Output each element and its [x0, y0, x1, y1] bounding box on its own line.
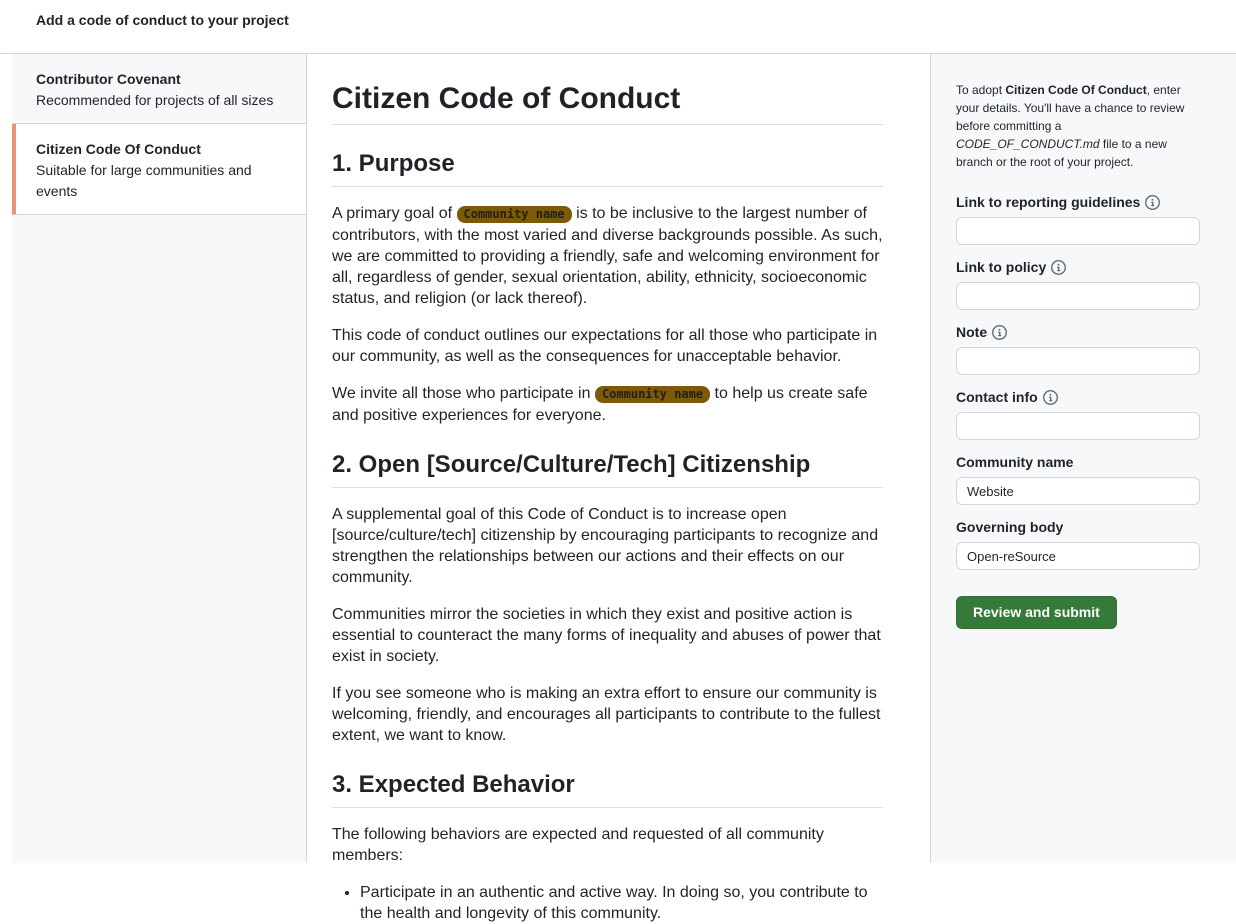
section-paragraph: We invite all those who participate in Community name to help us create safe and positive experiences for everyone.	[332, 385, 868, 424]
info-icon[interactable]	[1051, 260, 1066, 275]
governing-body-input[interactable]	[956, 542, 1200, 570]
field-label	[956, 193, 1212, 211]
field-label-text: Community name	[956, 454, 1074, 470]
section-paragraph: This code of conduct outlines our expectations for all those who participate in our community, as well as the consequences for unacceptable behavior.	[332, 327, 878, 365]
form-field-community-name	[956, 453, 1212, 505]
field-label-text: Link to reporting guidelines	[956, 194, 1141, 210]
section-paragraph: Communities mirror the societies in which they exist and positive action is essential to counteract the many forms of inequality and abuses of power that exist in society.	[332, 606, 881, 665]
form-field-contact-info	[956, 388, 1212, 440]
community-name-badge: Community name	[457, 206, 572, 223]
preview-title: Citizen Code of Conduct	[332, 82, 883, 125]
coc-template-list	[12, 54, 307, 863]
info-icon[interactable]	[992, 325, 1007, 340]
coc-preview-document	[332, 82, 883, 924]
contact-info-input[interactable]	[956, 412, 1200, 440]
info-icon[interactable]	[1145, 195, 1160, 210]
field-label	[956, 453, 1212, 471]
field-label	[956, 518, 1212, 536]
form-field-note	[956, 323, 1212, 375]
template-name-bold: Citizen Code Of Conduct	[1005, 83, 1147, 97]
behavior-list	[332, 882, 883, 924]
form-field-link-to-reporting-guidelines	[956, 193, 1212, 245]
sidebar-item-contributor-covenant[interactable]	[12, 54, 306, 124]
form-intro-text: To adopt Citizen Code Of Conduct, enter your details. You'll have a chance to review before committing a CODE_OF_CONDUCT.md file to a new branch or the root of your project.	[956, 83, 1185, 169]
info-icon[interactable]	[1043, 390, 1058, 405]
community-name-badge: Community name	[595, 386, 710, 403]
section-heading: 3. Expected Behavior	[332, 770, 883, 808]
coc-preview-pane	[307, 54, 930, 922]
note-input[interactable]	[956, 347, 1200, 375]
field-label-text: Note	[956, 324, 988, 340]
section-paragraph: If you see someone who is making an extra effort to ensure our community is welcoming, friendly, and encourages all participants to contribute to the fullest extent, we want to know.	[332, 685, 881, 744]
template-title: Contributor Covenant	[36, 71, 181, 87]
form-field-link-to-policy	[956, 258, 1212, 310]
sidebar-item-citizen-code-of-conduct[interactable]	[12, 124, 306, 215]
section-heading: 2. Open [Source/Culture/Tech] Citizenship	[332, 450, 883, 488]
review-and-submit-button[interactable]: Review and submit	[956, 596, 1117, 629]
form-field-governing-body	[956, 518, 1212, 570]
link-to-reporting-guidelines-input[interactable]	[956, 217, 1200, 245]
template-title: Citizen Code Of Conduct	[36, 141, 201, 157]
behavior-list-item: • Participate in an authentic and active way. In doing so, you contribute to the health and longevity of this community.	[360, 882, 883, 924]
main-layout	[0, 54, 1236, 922]
community-name-input[interactable]	[956, 477, 1200, 505]
filename-italic: CODE_OF_CONDUCT.md	[956, 137, 1100, 151]
field-label-text: Governing body	[956, 519, 1064, 535]
page-header	[0, 0, 1236, 54]
section-paragraph: A supplemental goal of this Code of Conduct is to increase open [source/culture/tech] citizenship by encouraging participants to recognize and strengthen the relationships between our actions and their effects on our community.	[332, 506, 879, 586]
section-heading: 1. Purpose	[332, 149, 883, 187]
field-label	[956, 388, 1212, 406]
field-label-text: Link to policy	[956, 259, 1047, 275]
field-label	[956, 323, 1212, 341]
page-title: Add a code of conduct to your project	[36, 12, 289, 28]
template-description: Suitable for large communities and events	[36, 162, 252, 199]
form-fields	[956, 193, 1212, 570]
template-description: Recommended for projects of all sizes	[36, 92, 274, 108]
adopt-form-panel	[930, 54, 1236, 863]
section-paragraph: A primary goal of Community name is to be inclusive to the largest number of contributors, with the most varied and diverse backgrounds possible. As such, we are committed to providing a friendly, safe and welcoming environment for all, regardless of gender, sexual orientation, ability, ethnicity, socioeconomic status, and religion (or lack thereof).	[332, 205, 883, 307]
field-label	[956, 258, 1212, 276]
preview-sections	[332, 149, 883, 924]
field-label-text: Contact info	[956, 389, 1038, 405]
section-paragraph: The following behaviors are expected and requested of all community members:	[332, 826, 824, 864]
link-to-policy-input[interactable]	[956, 282, 1200, 310]
